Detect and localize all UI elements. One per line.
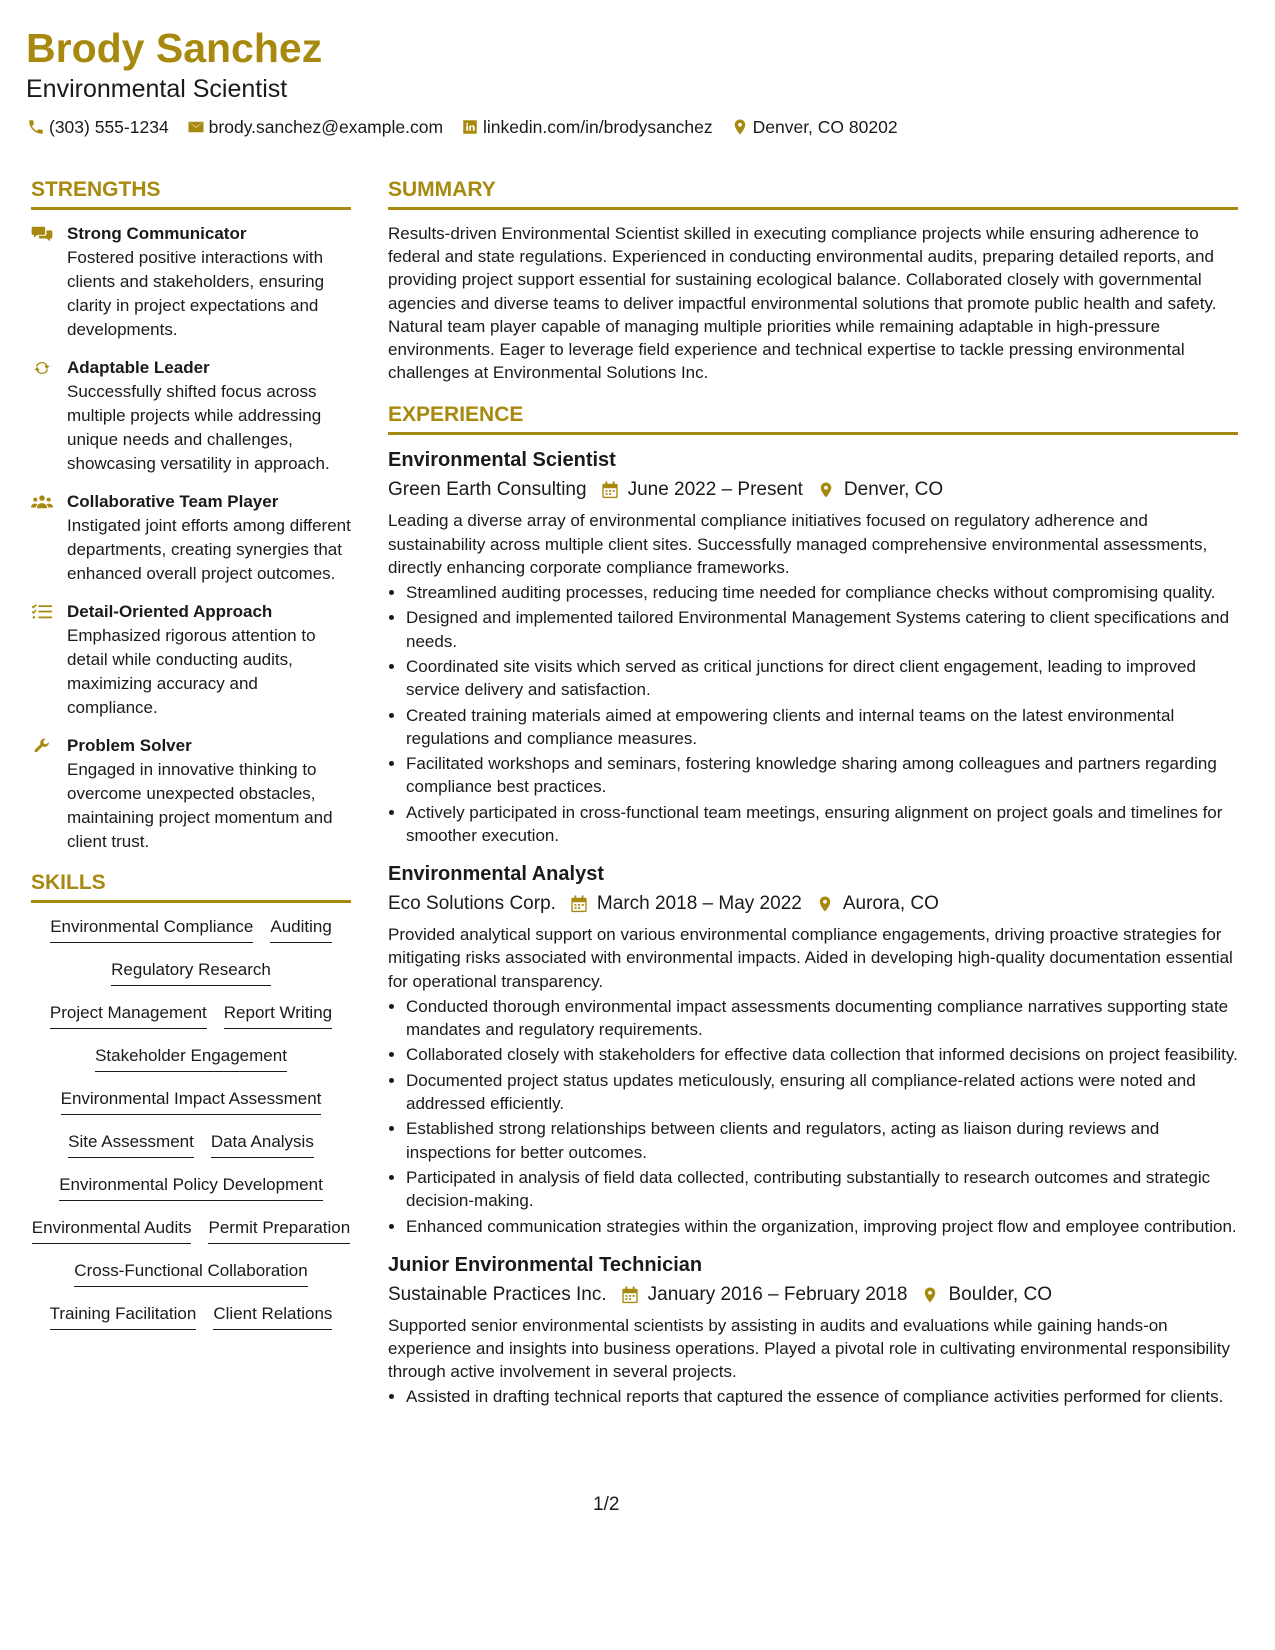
strength-desc: Fostered positive interactions with clients and stakeholders, ensuring clarity in project expectations and developments. [67,248,325,339]
job-bullet: • Conducted thorough environmental impact assessments documenting compliance narratives supporting state mandates and regulatory requirements. [406,995,1238,1041]
phone-icon [26,117,46,137]
strength-item [31,734,351,854]
job-location: Denver, CO [843,479,944,501]
job-meta [388,476,1238,504]
strength-name: Detail-Oriented Approach [67,602,273,621]
candidate-name: Brody Sanchez [26,25,323,71]
job-bullet: • Participated in analysis of field data collected, contributing substantially to research outcomes and strategic decision-making. [406,1166,1238,1212]
strength-name: Collaborative Team Player [67,492,279,511]
experience-heading: EXPERIENCE [388,400,1238,435]
job-meta [388,1281,1238,1309]
skill-tag: Permit Preparation [208,1216,350,1244]
job-bullet: • Facilitated workshops and seminars, fostering knowledge sharing among colleagues and partners regarding compliance best practices. [406,752,1238,798]
summary-heading: SUMMARY [388,175,1238,210]
strength-desc: Instigated joint efforts among different departments, creating synergies that enhanced overall project outcomes. [67,516,351,583]
contact-bar [26,115,1235,139]
calendar-icon [619,1284,641,1306]
envelope-icon [186,117,206,137]
job-dates: January 2016 – February 2018 [647,1283,908,1305]
contact-location [730,115,898,139]
job-bullet: • Collaborated closely with stakeholders for effective data collection that informed decisions on project feasibility. [406,1043,1238,1066]
job-bullet: • Enhanced communication strategies within the organization, improving project flow and employee contribution. [406,1215,1238,1238]
linkedin-icon [460,117,480,137]
summary-text: Results-driven Environmental Scientist skilled in executing compliance projects while ensuring adherence to federal and state regulations. Experienced in conducting environmental audits, preparing detailed reports, and providing project support essential for sustaining ecological balance. Collaborated closely with governmental agencies and diverse teams to deliver impactful environmental solutions that promote public health and safety. Natural team player capable of managing multiple priorities while remaining adaptable in high-pressure environments. Eager to leverage field experience and technical expertise to tackle pressing environmental challenges at Environmental Solutions Inc. [388,224,1217,383]
job-bullet: • Designed and implemented tailored Environmental Management Systems catering to client specifications and needs. [406,606,1238,652]
strength-item [31,600,351,720]
calendar-icon [599,479,621,501]
strength-name: Adaptable Leader [67,358,210,377]
map-pin-icon [730,117,750,137]
map-pin-icon [919,1284,941,1306]
phone-text: (303) 555-1234 [49,117,169,137]
job-bullet: • Actively participated in cross-functional team meetings, ensuring alignment on project goals and timelines for smoother execution. [406,801,1238,847]
skill-tag: Client Relations [213,1302,332,1330]
checklist-icon [31,600,67,720]
job-dates: June 2022 – Present [627,479,803,501]
strength-name: Problem Solver [67,736,192,755]
job-description: Provided analytical support on various environmental compliance engagements, driving proactive strategies for mitigating risks associated with environmental impacts. Aided in developing high-quality documentation essential for operational transparency. [388,925,1233,991]
skill-tag: Training Facilitation [50,1302,197,1330]
candidate-title: Environmental Scientist [26,75,288,103]
map-pin-icon [815,479,837,501]
calendar-icon [568,893,590,915]
skill-tag: Stakeholder Engagement [95,1044,287,1072]
strength-desc: Emphasized rigorous attention to detail while conducting audits, maximizing accuracy and compliance. [67,626,316,717]
refresh-icon [31,356,67,476]
job-title: Junior Environmental Technician [388,1253,703,1276]
job-company: Eco Solutions Corp. [388,893,556,915]
job-bullet: • Created training materials aimed at empowering clients and internal teams on the latest environmental regulations and compliance measures. [406,704,1238,750]
strength-desc: Successfully shifted focus across multiple projects while addressing unique needs and challenges, showcasing versatility in approach. [67,382,330,473]
strengths-list [31,222,351,854]
skill-tag: Cross-Functional Collaboration [74,1259,307,1287]
resume-header [26,22,1235,139]
contact-phone [26,115,169,139]
strength-name: Strong Communicator [67,224,247,243]
skill-tag: Regulatory Research [111,958,271,986]
skill-tag: Environmental Policy Development [59,1173,323,1201]
strength-desc: Engaged in innovative thinking to overcome unexpected obstacles, maintaining project momentum and client trust. [67,760,333,851]
job-bullets [388,581,1238,847]
strength-item [31,222,351,342]
map-pin-icon [814,893,836,915]
users-icon [31,490,67,586]
job-meta [388,890,1238,918]
skill-tag: Site Assessment [68,1130,194,1158]
job-bullet: • Coordinated site visits which served as critical junctions for direct client engagement, leading to improved service delivery and satisfaction. [406,655,1238,701]
job-bullets [388,1385,1238,1408]
job-bullet: • Streamlined auditing processes, reducing time needed for compliance checks without compromising quality. [406,581,1238,604]
job-entry [388,861,1238,1238]
job-bullet: • Documented project status updates meticulously, ensuring all compliance-related actions were noted and addressed efficiently. [406,1069,1238,1115]
job-description: Leading a diverse array of environmental compliance initiatives focused on regulatory adherence and sustainability across multiple client sites. Successfully managed comprehensive environmental assessments, directly enhancing corporate compliance frameworks. [388,511,1208,577]
skill-tag: Auditing [270,915,331,943]
skill-tag: Environmental Impact Assessment [61,1087,322,1115]
job-company: Green Earth Consulting [388,479,587,501]
job-company: Sustainable Practices Inc. [388,1283,607,1305]
right-column [388,175,1238,1423]
email-text[interactable]: brody.sanchez@example.com [208,117,444,137]
skill-tag: Report Writing [224,1001,332,1029]
strength-item [31,356,351,476]
job-title: Environmental Analyst [388,863,604,886]
contact-linkedin[interactable] [460,115,713,139]
job-description: Supported senior environmental scientists by assisting in audits and evaluations while gaining hands-on experience and insights into business operations. Played a pivotal role in cultivating environmental responsibility through active involvement in several projects. [388,1315,1230,1382]
contact-email[interactable] [186,115,443,139]
page-number: 1/2 [593,1494,620,1515]
wrench-icon [31,734,67,854]
strength-item [31,490,351,586]
job-entry [388,447,1238,847]
job-bullet: • Established strong relationships between clients and regulators, acting as liaison during reviews and inspections for better outcomes. [406,1117,1238,1163]
job-entry [388,1252,1238,1409]
job-title: Environmental Scientist [388,449,616,472]
job-bullets [388,995,1238,1238]
left-column [31,175,351,1330]
skills-list [31,915,351,1330]
skill-tag: Environmental Audits [32,1216,192,1244]
location-text: Denver, CO 80202 [752,117,898,137]
job-location: Boulder, CO [948,1283,1052,1305]
skills-heading: SKILLS [31,868,351,903]
skill-tag: Data Analysis [211,1130,314,1158]
job-dates: March 2018 – May 2022 [596,893,802,915]
job-location: Aurora, CO [842,893,939,915]
strengths-heading: STRENGTHS [31,175,351,210]
skill-tag: Project Management [50,1001,207,1029]
experience-list [388,447,1238,1408]
skill-tag: Environmental Compliance [50,915,253,943]
linkedin-text[interactable]: linkedin.com/in/brodysanchez [483,117,713,137]
job-bullet: • Assisted in drafting technical reports that captured the essence of compliance activities performed for clients. [406,1385,1238,1408]
comments-icon [31,222,67,342]
